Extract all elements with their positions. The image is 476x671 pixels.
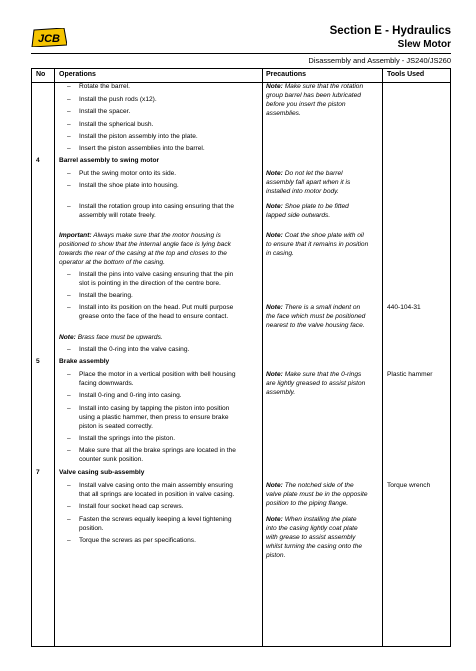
precaution-note: assembly fall apart when it is <box>266 179 351 186</box>
operation-step: Install the 0-ring into the valve casing. <box>79 346 190 353</box>
step-number: 4 <box>36 157 40 164</box>
precaution-note: Note: Do not let the barrel <box>266 170 343 177</box>
precaution-note: before you insert the piston <box>266 101 346 108</box>
bullet-dash: – <box>67 271 71 278</box>
precaution-note: position to the piping flange. <box>266 500 349 507</box>
section-heading: Brake assembly <box>59 358 110 365</box>
bullet-dash: – <box>67 516 71 523</box>
section-heading: Valve casing sub-assembly <box>59 469 145 476</box>
operation-step: slot is pointing in the direction of the centre bore. <box>79 280 221 287</box>
tool-name: 440-104-31 <box>387 304 421 311</box>
important-note: towards the rear of the casing at the top and closes to the <box>59 250 227 257</box>
bullet-dash: – <box>67 133 71 140</box>
bullet-dash: – <box>67 371 71 378</box>
operation-step: Install the springs into the piston. <box>79 435 176 442</box>
operation-step: Torque the screws as per specifications. <box>79 537 196 544</box>
procedure-table <box>31 68 451 647</box>
operation-step: Install the piston assembly into the plate. <box>79 133 198 140</box>
bullet-dash: – <box>67 182 71 189</box>
operation-step: position. <box>79 525 104 532</box>
precaution-note: group barrel has been lubricated <box>266 92 361 99</box>
operation-step: Install four socket head cap screws. <box>79 503 184 510</box>
precaution-note: Note: The notched side of the <box>266 482 354 489</box>
operation-step: Install the pins into valve casing ensuring that the pin <box>79 271 234 278</box>
logo-text: JCB <box>37 33 61 45</box>
bullet-dash: – <box>67 346 71 353</box>
operation-step: Install the push rods (x12). <box>79 96 157 103</box>
precaution-note: lapped side outwards. <box>266 212 331 219</box>
operation-step: Install into casing by tapping the piston into position <box>79 405 230 412</box>
bullet-dash: – <box>67 435 71 442</box>
subsection-title: Slew Motor <box>397 39 451 50</box>
precaution-note: the face which must be positioned <box>266 313 366 320</box>
document-subtitle: Disassembly and Assembly - JS240/JS260 <box>308 56 451 65</box>
jcb-logo <box>31 28 67 47</box>
operation-step: that all springs are located in position in valve casing. <box>79 491 235 498</box>
precaution-note: Note: Shoe plate to be fitted <box>266 203 349 210</box>
operation-step: Install the shoe plate into housing. <box>79 182 179 189</box>
operation-step: Install the spacer. <box>79 108 131 115</box>
precaution-note: Note: When installing the plate <box>266 516 357 523</box>
precaution-note: Note: Coat the shoe plate with oil <box>266 232 364 239</box>
bullet-dash: – <box>67 83 71 90</box>
bullet-dash: – <box>67 392 71 399</box>
bullet-dash: – <box>67 96 71 103</box>
operation-step: Install valve casing onto the main assembly ensuring <box>79 482 233 489</box>
operation-step: Install into its position on the head. Put multi purpose <box>79 304 234 311</box>
column-header-precautions: Precautions <box>266 71 307 78</box>
precaution-note: in casing. <box>266 250 294 257</box>
column-header-no: No <box>36 71 46 78</box>
precaution-note: Note: Make sure that the 0-rings <box>266 371 362 378</box>
bullet-dash: – <box>67 121 71 128</box>
operation-step: Make sure that all the brake springs are located in the <box>79 447 236 454</box>
bullet-dash: – <box>67 203 71 210</box>
precaution-note: piston. <box>266 552 286 559</box>
bullet-dash: – <box>67 170 71 177</box>
operation-step: grease onto the face of the head to ensure contact. <box>79 313 229 320</box>
operation-step: facing downwards. <box>79 380 134 387</box>
important-note: Important: Always make sure that the motor housing is <box>59 232 221 239</box>
bullet-dash: – <box>67 304 71 311</box>
precaution-note: assemblies. <box>266 110 301 117</box>
operation-step: Install the rotation group into casing ensuring that the <box>79 203 235 210</box>
operation-step: Place the motor in a vertical position with bell housing <box>79 371 236 378</box>
important-note: positioned to show that the internal angle face is lying back <box>59 241 231 248</box>
operation-note: Note: Brass face must be upwards. <box>59 334 163 341</box>
bullet-dash: – <box>67 292 71 299</box>
operation-step: counter sunk position. <box>79 456 144 463</box>
bullet-dash: – <box>67 108 71 115</box>
bullet-dash: – <box>67 405 71 412</box>
precaution-note: with grease to assist assembly <box>266 534 356 541</box>
operation-step: using a plastic hammer, then press to ensure brake <box>79 414 229 421</box>
operation-step: Rotate the barrel. <box>79 83 130 90</box>
precaution-note: to ensure that it remains in position <box>266 241 369 248</box>
operation-step: Insert the piston assemblies into the barrel. <box>79 145 205 152</box>
step-number: 7 <box>36 469 40 476</box>
precaution-note: are lightly greased to assist piston <box>266 380 366 387</box>
precaution-note: whilst turning the casing onto the <box>266 543 363 550</box>
section-heading: Barrel assembly to swing motor <box>59 157 160 164</box>
header-rule <box>31 53 451 54</box>
operation-step: Install the bearing. <box>79 292 133 299</box>
step-number: 5 <box>36 358 40 365</box>
tool-name: Plastic hammer <box>387 371 433 378</box>
column-header-operations: Operations <box>59 71 96 78</box>
precaution-note: into the casing lightly coat plate <box>266 525 358 532</box>
section-title: Section E - Hydraulics <box>329 25 451 37</box>
bullet-dash: – <box>67 503 71 510</box>
operation-step: Install the spherical bush. <box>79 121 154 128</box>
precaution-note: Note: Make sure that the rotation <box>266 83 364 90</box>
column-divider <box>382 69 383 646</box>
bullet-dash: – <box>67 482 71 489</box>
precaution-note: valve plate must be in the opposite <box>266 491 368 498</box>
bullet-dash: – <box>67 145 71 152</box>
bullet-dash: – <box>67 447 71 454</box>
operation-step: piston is seated correctly. <box>79 423 153 430</box>
precaution-note: assembly. <box>266 389 296 396</box>
operation-step: Put the swing motor onto its side. <box>79 170 177 177</box>
column-header-tools: Tools Used <box>387 71 425 78</box>
precaution-note: Note: There is a small indent on <box>266 304 361 311</box>
tool-name: Torque wrench <box>387 482 431 489</box>
operation-step: Fasten the screws equally keeping a level tightening <box>79 516 232 523</box>
column-divider <box>262 69 263 646</box>
precaution-note: installed into motor body. <box>266 188 339 195</box>
important-note: operator at the bottom of the casing. <box>59 259 165 266</box>
operation-step: Install 0-ring and 0-ring into casing. <box>79 392 182 399</box>
operation-step: assembly will rotate freely. <box>79 212 156 219</box>
bullet-dash: – <box>67 537 71 544</box>
column-divider <box>54 69 55 646</box>
precaution-note: nearest to the valve housing face. <box>266 322 365 329</box>
